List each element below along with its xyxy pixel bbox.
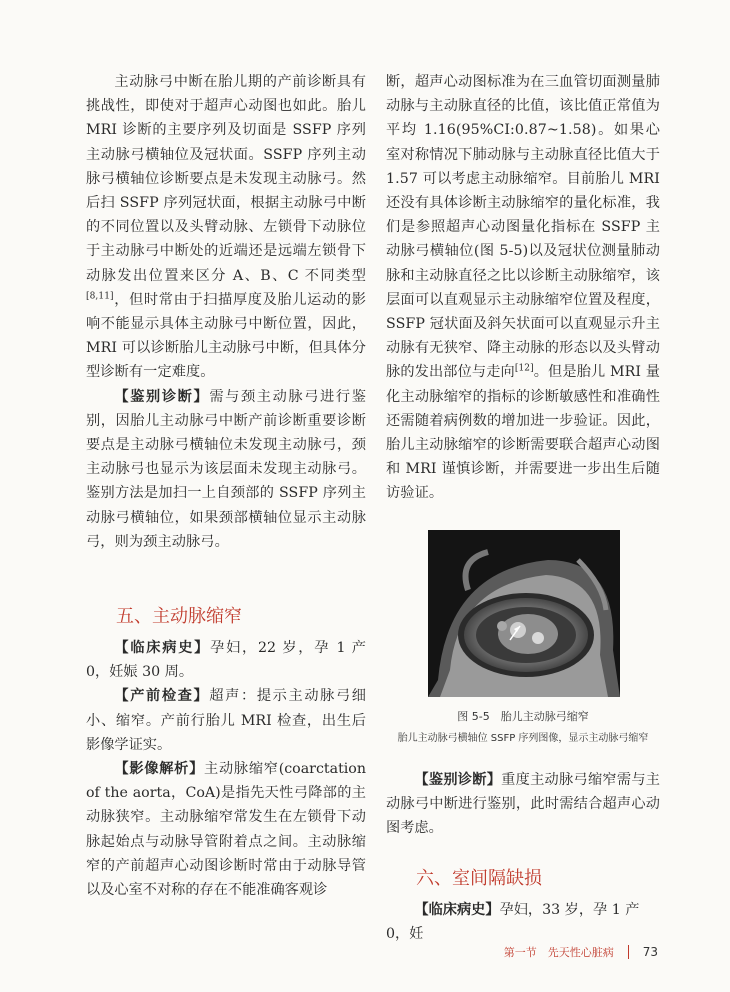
text: 孕妇，22 岁，孕 1 产 0，妊娠 30 周。 xyxy=(86,640,366,681)
section-heading: 六、室间隔缺损 xyxy=(416,868,542,889)
text: 主动脉缩窄(coarctation of the aorta，CoA)是指先天性弓降部的主动脉狭窄。主动脉缩窄常发生在左锁骨下动脉起始点与动脉导管附着点之间。主动脉缩窄的产前超声心动图诊断时常由于动脉导管以及心室不对称的存在不能准确客观诊 xyxy=(86,761,366,899)
divider xyxy=(628,945,629,959)
text: 重度主动脉弓缩窄需与主动脉弓中断进行鉴别，此时需结合超声心动图考虑。 xyxy=(386,772,660,837)
mri-figure xyxy=(428,530,620,697)
right-column-lower xyxy=(386,768,660,841)
left-column-lower xyxy=(86,636,366,902)
text: ，但时常由于扫描厚度及胎儿运动的影响不能显示具体主动脉弓中断位置，因此，MRI 可以诊断胎儿主动脉弓中断，但具体分型诊断有一定难度。 xyxy=(86,291,366,381)
paragraph xyxy=(86,636,366,684)
label: 【影像解析】 xyxy=(114,761,205,778)
label: 【产前检查】 xyxy=(114,688,210,705)
section-heading: 五、主动脉缩窄 xyxy=(116,606,242,627)
citation: [8,11] xyxy=(86,291,114,302)
text: 主动脉弓中断在胎儿期的产前诊断具有挑战性，即使对于超声心动图也如此。胎儿 MRI 诊断的主要序列及切面是 SSFP 序列主动脉弓横轴位及冠状面。SSFP 序列主动脉弓横轴位诊断要点是未发现主动脉弓。然后扫 SSFP 序列冠状面，根据主动脉弓中断的不同位置以及头臂动脉、左锁骨下动脉位于主动脉弓中断处的近端还是远端左锁骨下动脉发出位置来区分 A、B、C 不同类型 xyxy=(86,74,366,284)
text: 。但是胎儿 MRI 量化主动脉缩窄的指标的诊断敏感性和准确性还需随着病例数的增加进一步验证。因此，胎儿主动脉缩窄的诊断需要联合超声心动图和 MRI 谨慎诊断，并需要进一步出生后随访验证。 xyxy=(386,364,660,502)
page-footer xyxy=(504,944,658,960)
paragraph xyxy=(86,757,366,902)
paragraph xyxy=(386,898,660,946)
label: 【鉴别诊断】 xyxy=(114,388,210,405)
text: 超声：提示主动脉弓细小、缩窄。产前行胎儿 MRI 检查，出生后影像学证实。 xyxy=(86,688,366,753)
running-title: 第一节 先天性心脏病 xyxy=(503,946,614,959)
label: 【鉴别诊断】 xyxy=(414,772,502,788)
paragraph xyxy=(86,70,366,385)
right-column xyxy=(386,70,660,506)
figure-caption: 图 5-5 胎儿主动脉弓缩窄 xyxy=(457,710,589,723)
paragraph xyxy=(86,684,366,757)
paragraph xyxy=(386,70,660,506)
mri-image xyxy=(428,530,620,697)
citation: [12] xyxy=(514,363,534,374)
page-number: 73 xyxy=(642,945,658,959)
text: 断，超声心动图标准为在三血管切面测量肺动脉与主动脉直径的比值，该比值正常值为平均 1.16(95%CI:0.87~1.58)。如果心室对称情况下肺动脉与主动脉直径比值大于 1.57 可以考虑主动脉缩窄。目前胎儿 MRI 还没有具体诊断主动脉缩窄的量化标准，我们是参照超声心动图量化指标在 SSFP 主动脉弓横轴位(图 5-5)以及冠状位测量肺动脉和主动脉直径之比以诊断主动脉缩窄，该层面可以直观显示主动脉缩窄位置及程度，SSFP 冠状面及斜矢状面可以直观显示升主动脉有无狭窄、降主动脉的形态以及头臂动脉的发出部位与走向 xyxy=(386,74,660,381)
label: 【临床病史】 xyxy=(414,902,500,918)
right-column-bottom xyxy=(386,898,660,946)
paragraph xyxy=(386,768,660,841)
label: 【临床病史】 xyxy=(114,640,211,656)
paragraph xyxy=(86,385,366,554)
left-column xyxy=(86,70,366,554)
text: 孕妇，33 岁，孕 1 产 0，妊 xyxy=(386,902,640,943)
figure-description: 胎儿主动脉弓横轴位 SSFP 序列图像，显示主动脉弓缩窄 xyxy=(397,733,649,744)
text: 需与颈主动脉弓进行鉴别，因胎儿主动脉弓中断产前诊断重要诊断要点是主动脉弓横轴位未发现主动脉弓，颈主动脉弓也显示为该层面未发现主动脉弓。鉴别方法是加扫一上自颈部的 SSFP 序列主动脉弓横轴位，如果颈部横轴位显示主动脉弓，则为颈主动脉弓。 xyxy=(86,388,366,550)
